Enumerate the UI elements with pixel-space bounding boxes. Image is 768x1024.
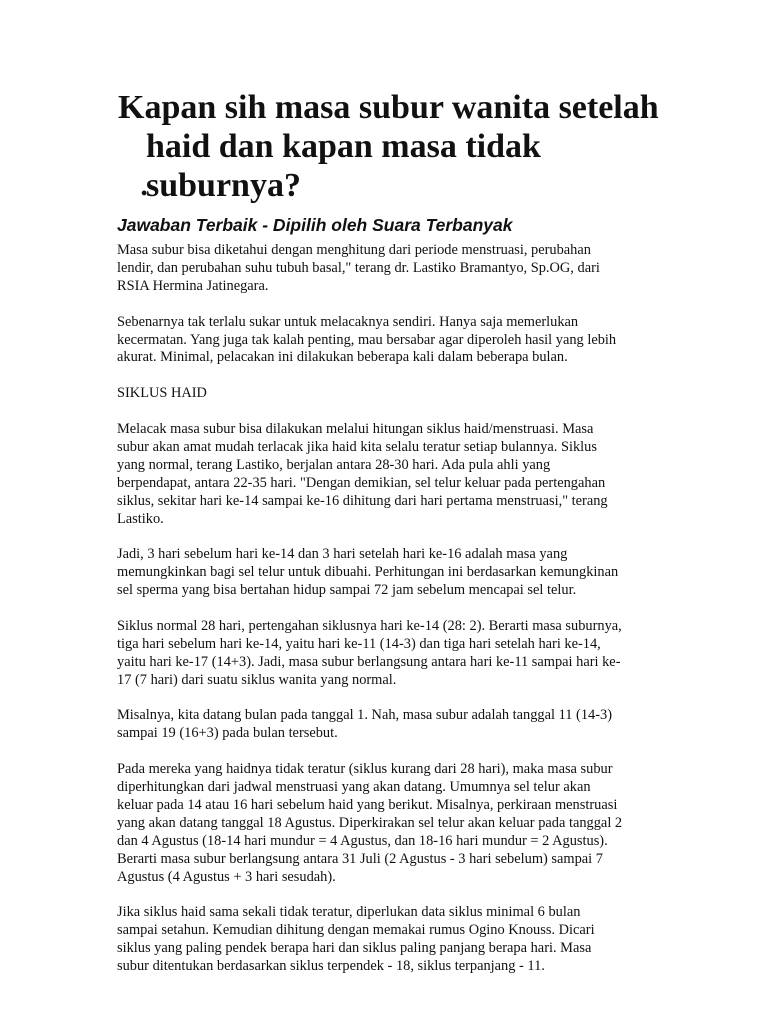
best-answer-heading: Jawaban Terbaik - Dipilih oleh Suara Terbanyak (117, 215, 513, 235)
paragraph-line: Siklus normal 28 hari, pertengahan siklusnya hari ke-14 (28: 2). Berarti masa suburnya, (117, 617, 622, 634)
answer-paragraph (117, 385, 662, 403)
paragraph-line: Agustus (4 Agustus + 3 hari sesudah). (117, 868, 336, 885)
paragraph-line: RSIA Hermina Jatinegara. (117, 277, 269, 294)
paragraph-line: diperhitungkan dari jadwal menstruasi yang akan datang. Umumnya sel telur akan (117, 779, 591, 796)
paragraph-line: 17 (7 hari) dari suatu siklus wanita yang normal. (117, 671, 397, 688)
answer-paragraph (117, 707, 662, 743)
answer-paragraph (117, 242, 662, 296)
answer-paragraph (117, 761, 662, 886)
paragraph-line: Melacak masa subur bisa dilakukan melalui hitungan siklus haid/menstruasi. Masa (117, 421, 594, 438)
paragraph-line: SIKLUS HAID (117, 385, 207, 402)
paragraph-line: kecermatan. Yang juga tak kalah penting, mau bersabar agar diperoleh hasil yang lebih (117, 331, 617, 348)
paragraph-line: Jika siklus haid sama sekali tidak teratur, diperlukan data siklus minimal 6 bulan (117, 904, 581, 921)
paragraph-line: akurat. Minimal, pelacakan ini dilakukan beberapa kali dalam beberapa bulan. (117, 349, 568, 366)
paragraph-line: memungkinkan bagi sel telur untuk dibuahi. Perhitungan ini berdasarkan kemungkinan (117, 564, 619, 581)
paragraph-line: Misalnya, kita datang bulan pada tanggal 1. Nah, masa subur adalah tanggal 11 (14-3) (117, 707, 612, 724)
bullet-point: • (141, 183, 148, 203)
paragraph-line: Berarti masa subur berlangsung antara 31 Juli (2 Agustus - 3 hari sebelum) sampai 7 (117, 850, 603, 867)
paragraph-line: dan 4 Agustus (18-14 hari mundur = 4 Agustus, dan 18-16 hari mundur = 2 Agustus). (117, 832, 608, 849)
answer-paragraph (117, 314, 662, 368)
paragraph-line: Lastiko. (117, 510, 164, 527)
paragraph-line: berpendapat, antara 22-35 hari. "Dengan demikian, sel telur keluar pada pertengahan (117, 474, 606, 491)
answer-paragraph (117, 421, 662, 528)
paragraph-line: subur akan amat mudah terlacak jika haid kita selalu teratur setiap bulannya. Siklus (117, 438, 597, 455)
paragraph-line: Pada mereka yang haidnya tidak teratur (siklus kurang dari 28 hari), maka masa subur (117, 761, 613, 778)
paragraph-line: subur ditentukan berdasarkan siklus terpendek - 18, siklus terpanjang - 11. (117, 958, 545, 975)
paragraph-line: Masa subur bisa diketahui dengan menghitung dari periode menstruasi, perubahan (117, 242, 591, 258)
paragraph-line: siklus, sekitar hari ke-14 sampai ke-16 dihitung dari hari pertama menstruasi," terang (117, 492, 608, 509)
page-title (118, 88, 678, 205)
paragraph-line: Jadi, 3 hari sebelum hari ke-14 dan 3 hari setelah hari ke-16 adalah masa yang (117, 546, 568, 563)
paragraph-line: lendir, dan perubahan suhu tubuh basal," terang dr. Lastiko Bramantyo, Sp.OG, dari (117, 259, 600, 276)
answer-paragraph (117, 904, 662, 976)
paragraph-line: siklus yang paling pendek berapa hari dan siklus paling panjang berapa hari. Masa (117, 940, 592, 957)
paragraph-line: yang akan datang tanggal 18 Agustus. Diperkirakan sel telur akan keluar pada tanggal 2 (117, 814, 623, 831)
paragraph-line: yaitu hari ke-17 (14+3). Jadi, masa subur berlangsung antara hari ke-11 sampai hari ke- (117, 653, 621, 670)
paragraph-line: sampai setahun. Kemudian dihitung dengan memakai rumus Ogino Knouss. Dicari (117, 922, 595, 939)
answer-body (117, 242, 662, 994)
paragraph-line: Sebenarnya tak terlalu sukar untuk melacaknya sendiri. Hanya saja memerlukan (117, 313, 579, 330)
paragraph-line: yang normal, terang Lastiko, berjalan antara 28-30 hari. Ada pula ahli yang (117, 456, 551, 473)
paragraph-line: sampai 19 (16+3) pada bulan tersebut. (117, 725, 338, 742)
paragraph-line: sel sperma yang bisa bertahan hidup sampai 72 jam sebelum mencapai sel telur. (117, 582, 577, 599)
answer-paragraph (117, 618, 662, 690)
paragraph-line: keluar pada 14 atau 16 hari sebelum haid yang berikut. Misalnya, perkiraan menstruasi (117, 796, 618, 813)
answer-paragraph (117, 546, 662, 600)
page-title-line-1: Kapan sih masa subur wanita setelah (118, 89, 659, 126)
paragraph-line: tiga hari sebelum hari ke-14, yaitu hari ke-11 (14-3) dan tiga hari setelah hari ke-14, (117, 635, 601, 652)
page-title-line-2: haid dan kapan masa tidak suburnya? (146, 128, 541, 204)
